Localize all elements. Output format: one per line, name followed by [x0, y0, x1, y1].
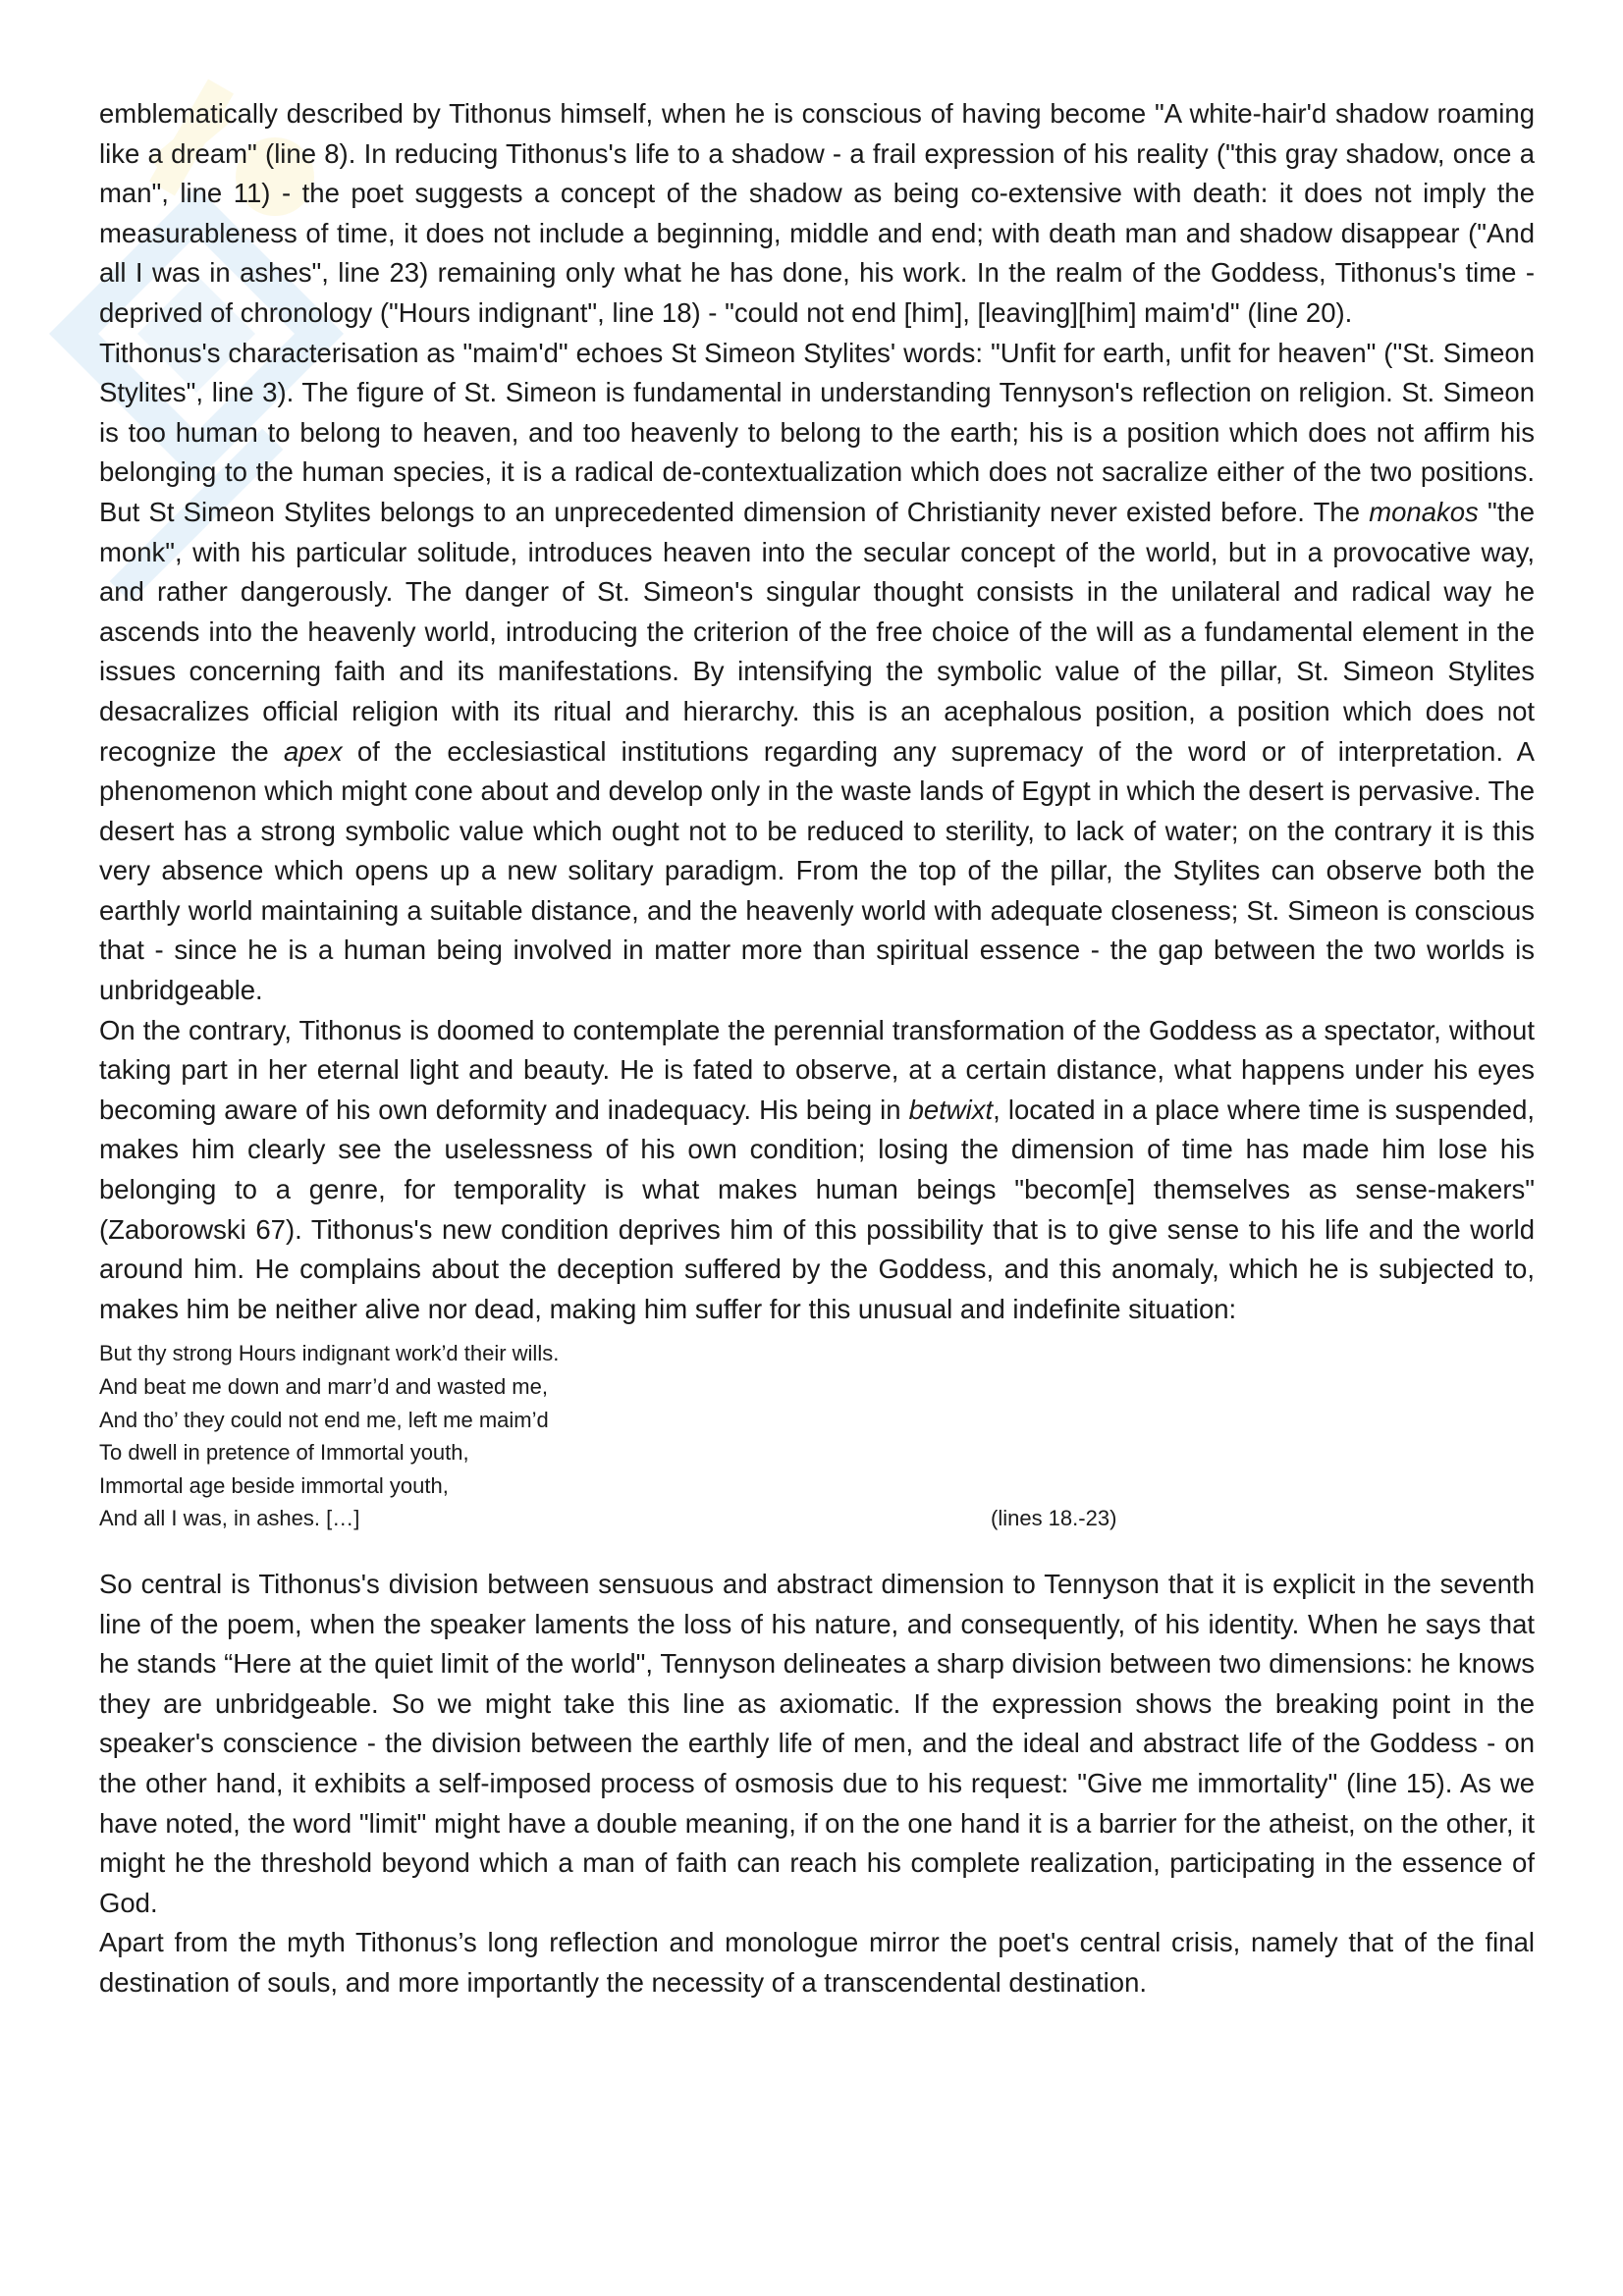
verse-line: Immortal age beside immortal youth,: [99, 1472, 449, 1498]
italic-monakos: monakos: [1369, 496, 1479, 527]
paragraph-2-part-3: of the ecclesiastical institutions regarding any supremacy of the word or of interpretation. A phenomenon which might cone about and develop only in the waste lands of Egypt in which the desert is pervasive. The desert has a strong symbolic value which ought not to be reduced to sterility, to lack of water; on the contrary it is this very absence which opens up a new solitary paradigm. From the top of the pillar, the Stylites can observe both the earthly world maintaining a suitable distance, and the heavenly world with adequate closeness; St. Simeon is conscious that - since he is a human being involved in matter more than spiritual essence - the gap between the two worlds is unbridgeable.: [99, 735, 1536, 1006]
paragraph-2-part-2: "the monk", with his particular solitude, introduces heaven into the secular concept of the world, but in a provocative way, and rather dangerously. The danger of St. Simeon's singular thought consists in the unilateral and radical way he ascends into the heavenly world, introducing the criterion of the free choice of the will as a fundamental element in the issues concerning faith and its manifestations. By intensifying the symbolic value of the pillar, St. Simeon Stylites desacralizes official religion with its ritual and hierarchy. this is an acephalous position, a position which does not recognize the: [99, 496, 1536, 767]
paragraph-2: [99, 334, 1535, 1011]
verse-line: And tho’ they could not end me, left me maim’d: [99, 1407, 549, 1432]
verse-line: And beat me down and marr’d and wasted me,: [99, 1374, 548, 1399]
verse-quote: [99, 1337, 1535, 1535]
paragraph-3: [99, 1011, 1535, 1330]
paragraph-5: Apart from the myth Tithonus’s long reflection and monologue mirror the poet's central crisis, namely that of the final destination of souls, and more importantly the necessity of a transcendental destination.: [99, 1927, 1535, 1998]
verse-reference: (lines 18.-23): [991, 1506, 1117, 1531]
paragraph-3-part-2: , located in a place where time is suspended, makes him clearly see the uselessness of his own condition; losing the dimension of time has made him lose his belonging to a genre, for temporality is what makes human beings "becom[e] themselves as sense-makers" (Zaborowski 67). Tithonus's new condition deprives him of this possibility that is to give sense to his life and the world around him. He complains about the deception suffered by the Goddess, and this anomaly, which he is subjected to, makes him be neither alive nor dead, making him suffer for this unusual and indefinite situation:: [99, 1094, 1536, 1324]
paragraph-4: So central is Tithonus's division between sensuous and abstract dimension to Tennyson that it is explicit in the seventh line of the poem, when the speaker laments the loss of his nature, and consequently, of his identity. When he says that he stands “Here at the quiet limit of the world", Tennyson delineates a sharp division between two dimensions: he knows they are unbridgeable. So we might take this line as axiomatic. If the expression shows the breaking point in the speaker's conscience - the division between the earthly life of men, and the ideal and abstract life of the Goddess - on the other hand, it exhibits a self-imposed process of osmosis due to his request: "Give me immortality" (line 15). As we have noted, the word "limit" might have a double meaning, if on the one hand it is a barrier for the atheist, on the other, it might he the threshold beyond which a man of faith can reach his complete realization, participating in the essence of God.: [99, 1568, 1535, 1918]
paragraph-3-part-1: On the contrary, Tithonus is doomed to contemplate the perennial transformation of the Goddess as a spectator, without taking part in her eternal light and beauty. He is fated to observe, at a certain distance, what happens under his eyes becoming aware of his own deformity and inadequacy. His being in: [99, 1014, 1535, 1125]
verse-line: And all I was, in ashes. […]: [99, 1506, 360, 1531]
paragraph-2-part-1: Tithonus's characterisation as "maim'd" echoes St Simeon Stylites' words: "Unfit for earth, unfit for heaven" ("St. Simeon Stylites", line 3). The figure of St. Simeon is fundamental in understanding Tennyson's reflection on religion. St. Simeon is too human to belong to heaven, and too heavenly to belong to the earth; his is a position which does not affirm his belonging to the human species, it is a radical de-contextualization which does not sacralize either of the two positions. But St Simeon Stylites belongs to an unprecedented dimension of Christianity never existed before. The: [99, 337, 1535, 527]
spacer: [99, 1535, 1535, 1565]
italic-betwixt: betwixt: [908, 1094, 994, 1125]
italic-apex: apex: [283, 735, 343, 767]
paragraph-1: emblematically described by Tithonus himself, when he is conscious of having become "A white-hair'd shadow roaming like a dream" (line 8). In reducing Tithonus's life to a shadow - a frail expression of his reality ("this gray shadow, once a man", line 11) - the poet suggests a concept of the shadow as being co-extensive with death: it does not imply the measurableness of time, it does not include a beginning, middle and end; with death man and shadow disappear ("And all I was in ashes", line 23) remaining only what he has done, his work. In the realm of the Goddess, Tithonus's time - deprived of chronology ("Hours indignant", line 18) - "could not end [him], [leaving][him] maim'd" (line 20).: [99, 98, 1535, 328]
verse-line: But thy strong Hours indignant work’d their wills.: [99, 1341, 560, 1366]
main-text: [99, 94, 1535, 2003]
verse-line: To dwell in pretence of Immortal youth,: [99, 1440, 469, 1466]
